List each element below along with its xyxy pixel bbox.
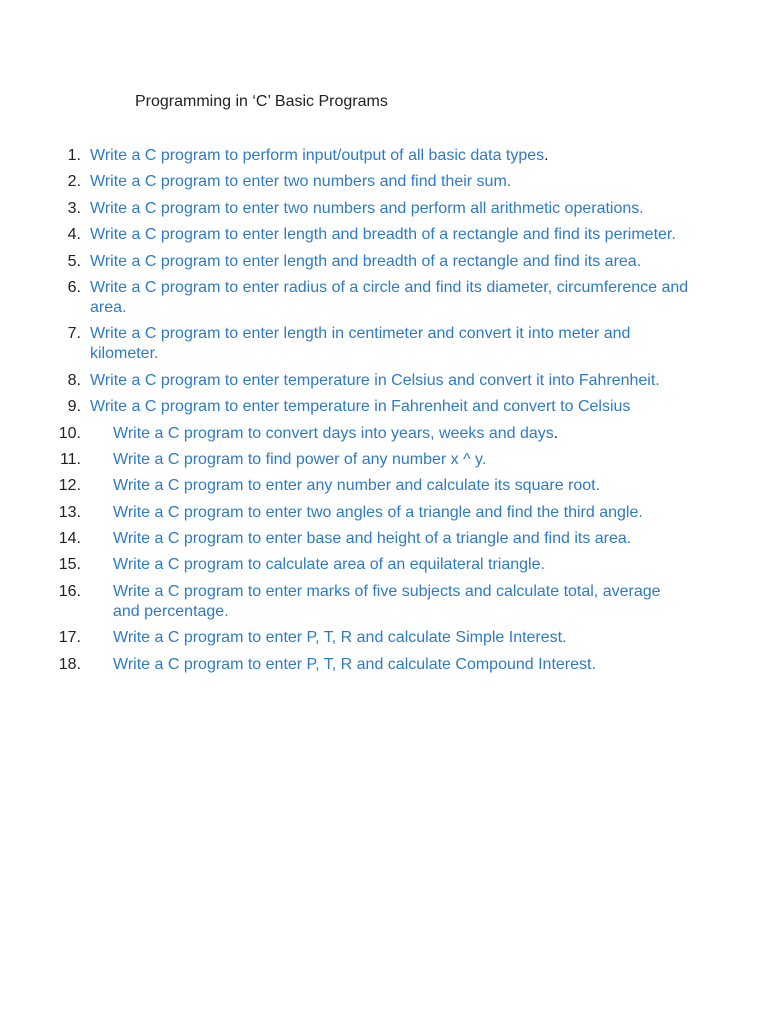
list-item <box>0 424 768 444</box>
list-item <box>0 146 768 166</box>
list-item-number: 14. <box>58 530 81 548</box>
list-item-link[interactable]: Write a C program to enter marks of five subjects and calculate total, average and percentage. <box>113 582 661 620</box>
list-item <box>0 655 768 675</box>
list-item-text <box>113 424 690 444</box>
list-item <box>0 252 768 272</box>
list-item-number: 2. <box>67 173 81 191</box>
list-item-text <box>90 199 690 219</box>
list-item-link[interactable]: Write a C program to enter length and breadth of a rectangle and find its area. <box>90 252 642 270</box>
list-item-text <box>90 225 690 245</box>
list-item-number: 17. <box>58 629 81 647</box>
list-item-number: 3. <box>67 199 81 217</box>
list-item-link[interactable]: Write a C program to enter temperature in Fahrenheit and convert to Celsius <box>90 398 631 416</box>
list-item-number: 4. <box>67 226 81 244</box>
list-item-number: 7. <box>67 325 81 343</box>
list-item-link[interactable]: Write a C program to find power of any number x ^ y. <box>113 450 487 468</box>
list-item-number: 8. <box>67 371 81 389</box>
list-item-text <box>90 278 690 318</box>
list-item <box>0 278 768 318</box>
program-list <box>0 146 768 681</box>
list-item-link[interactable]: Write a C program to enter temperature in Celsius and convert it into Fahrenheit. <box>90 371 660 389</box>
list-item <box>0 324 768 364</box>
list-item-link[interactable]: Write a C program to enter length in centimeter and convert it into meter and kilometer. <box>90 325 631 363</box>
list-item-number: 6. <box>67 278 81 296</box>
list-item <box>0 503 768 523</box>
list-item-text <box>90 146 690 166</box>
list-item-text <box>90 324 690 364</box>
list-item-link[interactable]: Write a C program to enter radius of a circle and find its diameter, circumference and area. <box>90 278 689 316</box>
list-item-number: 11. <box>59 450 81 468</box>
list-item-number: 13. <box>58 503 81 521</box>
list-item <box>0 199 768 219</box>
list-item-number: 1. <box>67 147 81 164</box>
list-item-link[interactable]: Write a C program to calculate area of an equilateral triangle. <box>113 556 545 574</box>
list-item-text <box>113 450 690 470</box>
list-item-text <box>113 476 690 496</box>
list-item-text <box>113 582 690 622</box>
list-item <box>0 450 768 470</box>
list-item-link[interactable]: Write a C program to enter two angles of a triangle and find the third angle. <box>113 503 643 521</box>
list-item-text <box>90 371 690 391</box>
list-item <box>0 529 768 549</box>
list-item-number: 9. <box>67 398 81 416</box>
list-item-number: 18. <box>58 655 81 673</box>
list-item-trail: . <box>544 147 549 164</box>
list-item-number: 15. <box>58 556 81 574</box>
list-item <box>0 628 768 648</box>
list-item-link[interactable]: Write a C program to perform input/output of all basic data types <box>90 147 545 164</box>
list-item-link[interactable]: Write a C program to enter P, T, R and calculate Compound Interest. <box>113 655 596 673</box>
list-item-link[interactable]: Write a C program to enter length and breadth of a rectangle and find its perimeter. <box>90 226 676 244</box>
list-item-number: 5. <box>67 252 81 270</box>
list-item-trail: . <box>553 424 559 442</box>
list-item-text <box>90 252 690 272</box>
list-item-text <box>113 655 690 675</box>
list-item-link[interactable]: Write a C program to enter two numbers and perform all arithmetic operations. <box>90 199 644 217</box>
list-item-text <box>113 503 690 523</box>
list-item-text <box>113 555 690 575</box>
list-item <box>0 172 768 192</box>
list-item-text <box>90 172 690 192</box>
list-item <box>0 476 768 496</box>
list-item <box>0 225 768 245</box>
list-item <box>0 582 768 622</box>
list-item-text <box>113 628 690 648</box>
list-item-link[interactable]: Write a C program to convert days into years, weeks and days <box>113 424 554 442</box>
list-item-link[interactable]: Write a C program to enter any number and calculate its square root. <box>113 477 601 495</box>
list-item-link[interactable]: Write a C program to enter base and height of a triangle and find its area. <box>113 530 632 548</box>
list-item-text <box>113 529 690 549</box>
list-item-link[interactable]: Write a C program to enter two numbers and find their sum. <box>90 173 512 191</box>
list-item <box>0 555 768 575</box>
list-item <box>0 397 768 417</box>
list-item-text <box>90 397 690 417</box>
list-item <box>0 371 768 391</box>
list-item-number: 10. <box>58 424 81 442</box>
list-item-number: 16. <box>58 582 81 600</box>
list-item-number: 12. <box>58 477 81 495</box>
document-title: Programming in ‘C’ Basic Programs <box>135 93 388 110</box>
list-item-link[interactable]: Write a C program to enter P, T, R and calculate Simple Interest. <box>113 629 567 647</box>
